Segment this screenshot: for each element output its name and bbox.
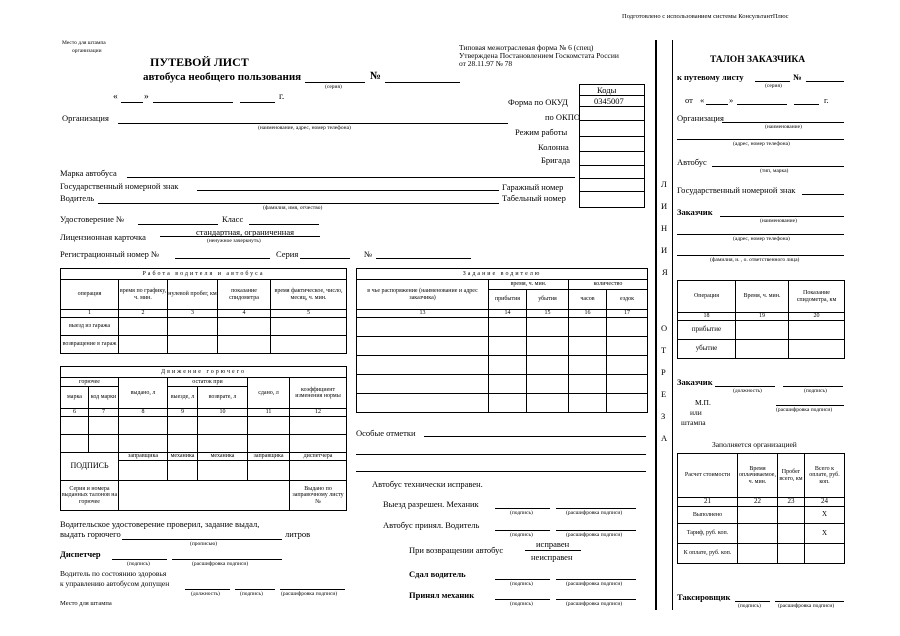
org-label: Организация — [62, 113, 109, 123]
coupon-addr-hint-2: (адрес, номер телефона) — [733, 236, 790, 242]
org-hint: (наименование, адрес, номер телефона) — [258, 125, 351, 131]
tear-line-left — [655, 40, 657, 610]
issued-to-cell: Выдано по заправочному листу № — [290, 481, 347, 511]
tear-char: Н — [661, 223, 668, 233]
work-h-zero-run: нулевой пробег, км — [168, 280, 218, 310]
accepted-label: Автобус принял. Водитель — [383, 520, 480, 530]
quote-open: « — [113, 92, 118, 102]
class-label: Класс — [222, 214, 244, 224]
coupon-addr-hint: (адрес, номер телефона) — [733, 141, 790, 147]
coupon-customer-label: Заказчик — [677, 207, 713, 217]
work-row-exit: выезд из гаража — [61, 318, 119, 336]
reg-no-sign: № — [364, 249, 373, 259]
page-title: ПУТЕВОЙ ЛИСТ — [150, 55, 249, 69]
work-title: Работа водителя и автобуса — [61, 269, 347, 280]
tear-line-right — [672, 40, 673, 610]
coupon-to-pay: К оплате, руб. коп. — [678, 544, 738, 564]
exit-allowed-label: Выезд разрешен. Механик — [383, 499, 479, 509]
coupon-title: ТАЛОН ЗАКАЗЧИКА — [710, 55, 806, 65]
special-marks: Особые отметки — [356, 428, 416, 438]
coupon-bus-label: Автобус — [677, 157, 707, 167]
series-hint: (серия) — [325, 84, 342, 90]
coupon-decode-hint-2: (расшифровка подписи) — [778, 603, 835, 609]
driver-label: Водитель — [60, 193, 95, 203]
coupon-pos-hint: (должность) — [733, 388, 762, 394]
hint-decode-3: (расшифровка подписи) — [566, 581, 623, 587]
work-h-operation: операция — [61, 280, 119, 310]
tear-char: А — [661, 433, 668, 443]
coupon-departure: убытие — [678, 340, 736, 359]
okpo-label: по ОКПО — [545, 112, 581, 122]
coupon-year: г. — [824, 95, 829, 105]
coupon-arrival: прибытие — [678, 321, 736, 340]
form-type: Типовая межотраслевая форма № 6 (спец) — [459, 43, 594, 52]
task-title: Задание водителю — [357, 269, 648, 280]
tear-char: Т — [661, 345, 667, 355]
okud-value: 0345007 — [594, 96, 624, 106]
coupon-sig-hint: (подпись) — [804, 388, 827, 394]
health-label: Водитель по состоянию здоровья — [60, 569, 167, 578]
work-h-actual: время фактическое, число, месяц, ч. мин. — [271, 280, 347, 310]
approved-date: от 28.11.97 № 78 — [459, 59, 513, 68]
coupon-to-sheet: к путевому листу — [677, 72, 744, 82]
coupon-no: № — [793, 72, 802, 82]
coupon-quote-open: « — [700, 95, 705, 105]
coupon-type-hint: (тип, марка) — [760, 168, 789, 174]
stamp-org: организации — [72, 48, 102, 54]
tear-char: Е — [661, 389, 667, 399]
stamp-place: Место для штампа — [62, 40, 106, 46]
hint-decode-4: (расшифровка подписи) — [566, 601, 623, 607]
coupon-taxi-label: Таксировщик — [677, 592, 731, 602]
coupon-name-hint-2: (наименование) — [760, 218, 797, 224]
hint-decode-2: (расшифровка подписи) — [566, 532, 623, 538]
tear-char: О — [661, 323, 668, 333]
coupon-customer2-label: Заказчик — [677, 377, 713, 387]
coupon-name-hint: (наименование) — [765, 124, 802, 130]
dispatcher-label: Диспетчер — [60, 549, 101, 559]
liters-label: литров — [285, 529, 311, 539]
quote-close: » — [144, 92, 149, 102]
coupon-sig-hint-2: (подпись) — [738, 603, 761, 609]
hint-sig-4: (подпись) — [510, 601, 533, 607]
health-label-2: к управлению автобусом допущен — [60, 579, 170, 588]
okud-label: Форма по ОКУД — [508, 97, 568, 107]
ok-label: исправен — [536, 539, 570, 549]
license-label: Удостоверение № — [60, 214, 125, 224]
hint-decode-1: (расшифровка подписи) — [566, 510, 623, 516]
coupon-from: от — [685, 95, 693, 105]
hint-sig-3: (подпись) — [510, 581, 533, 587]
prepared-note: Подготовлено с использованием системы КонсультантПлюс — [622, 13, 789, 20]
tear-char: И — [661, 201, 668, 211]
coupon-plate-label: Государственный номерной знак — [677, 185, 796, 195]
in-words-hint: (прописью) — [190, 541, 218, 547]
fuel-table: Движение горючего горючее выдано, л остаток при сдано, л коэффициент изменения нормы марка код марки выезде, л возврате, л 6 7 8 9 10 11 12 ПОДПИСЬ заправщика механика механика заправщика диспетчера Серия и номера выданных талонов на горючее Выдано по заправочному листу № — [60, 366, 347, 511]
hint-decode-5: (расшифровка подписи) — [192, 561, 249, 567]
series-label: Серия — [276, 249, 299, 259]
tear-char: Р — [661, 367, 666, 377]
coupon-tariff: Тариф, руб. коп. — [678, 524, 738, 544]
coupon-calc-table: Расчет стоимости Время оплачиваемое, ч. мин. Пробег всего, км Всего к оплате, руб. коп. 21 22 23 24 Выполнено X Тариф, руб. коп. X К оплате, руб. коп. — [677, 453, 845, 564]
number-sign: № — [370, 70, 382, 82]
work-h-speedo: показание спидометра — [218, 280, 271, 310]
signature-label: ПОДПИСЬ — [61, 453, 119, 481]
page-subtitle: автобуса необщего пользования — [143, 71, 302, 83]
approved-by: Утверждена Постановлением Госкомстата России — [459, 51, 619, 60]
coupon-fio-hint: (фамилия, и. , о. ответственного лица) — [710, 257, 800, 263]
coupon-series-hint: (серия) — [765, 83, 782, 89]
hint-pos-1: (должность) — [191, 591, 220, 597]
tear-char: Я — [662, 267, 668, 277]
coupon-stamp: штампа — [681, 418, 706, 427]
work-row-return: возвращение в гараж — [61, 336, 119, 354]
coupon-decode-hint: (расшифровка подписи) — [776, 407, 833, 413]
lic-hint: (ненужное зачеркнуть) — [207, 238, 261, 244]
task-table: Задание водителю в чье распоряжение (наименование и адрес заказчика) время, ч. мин. количество прибытия убытия часов ездок 13 14 15 16 17 — [356, 268, 648, 413]
stamp-bottom: Место для штампа — [60, 600, 112, 607]
tab-no-label: Табельный номер — [502, 193, 566, 203]
reg-no-label: Регистрационный номер № — [60, 249, 160, 259]
tear-char: З — [661, 411, 666, 421]
work-mode-label: Режим работы — [515, 127, 568, 137]
hint-sig-2: (подпись) — [510, 532, 533, 538]
tear-char: И — [661, 245, 668, 255]
work-h-schedule: время по графику, ч. мин. — [119, 280, 168, 310]
not-ok-label: неисправен — [531, 552, 573, 562]
column-label: Колонна — [538, 142, 569, 152]
coupon-org-label: Организация — [677, 113, 724, 123]
coupon-done: Выполнено — [678, 507, 738, 524]
coupons-cell: Серия и номера выданных талонов на горючее — [61, 481, 119, 511]
coupon-quote-close: » — [729, 95, 734, 105]
coupon-filled: Заполняется организацией — [712, 440, 797, 449]
codes-header: Коды — [597, 85, 617, 95]
reg-plate-label: Государственный номерной знак — [60, 181, 179, 191]
coupon-or: или — [690, 408, 702, 417]
hint-sig-5: (подпись) — [127, 561, 150, 567]
give-fuel-label: выдать горючего — [60, 529, 121, 539]
tear-char: Л — [661, 179, 667, 189]
year-suffix: г. — [279, 92, 285, 102]
hint-decode-6: (расшифровка подписи) — [281, 591, 338, 597]
lic-card-label: Лицензионная карточка — [60, 232, 146, 242]
bus-ok-label: Автобус технически исправен. — [372, 479, 483, 489]
hint-sig-1: (подпись) — [510, 510, 533, 516]
handed-driver-label: Сдал водитель — [409, 569, 466, 579]
coupon-ops-table: Операция Время, ч. мин. Показание спидометра, км 18 19 20 прибытие убытие — [677, 280, 845, 359]
received-mech-label: Принял механик — [409, 590, 475, 600]
bus-brand-label: Марка автобуса — [60, 168, 117, 178]
coupon-mp: М.П. — [695, 398, 711, 407]
fuel-title: Движение горючего — [61, 367, 347, 378]
on-return-label: При возвращении автобус — [409, 545, 504, 555]
brigade-label: Бригада — [541, 155, 571, 165]
hint-sig-6: (подпись) — [240, 591, 263, 597]
garage-no-label: Гаражный номер — [502, 182, 564, 192]
fio-hint: (фамилия, имя, отчество) — [263, 205, 323, 211]
lic-card-value: стандартная, ограниченная — [196, 227, 295, 237]
work-table: Работа водителя и автобуса операция время по графику, ч. мин. нулевой пробег, км показание спидометра время фактическое, число, месяц, ч. мин. 1 2 3 4 5 выезд из гаража возвращение в гараж — [60, 268, 347, 354]
checked-label: Водительское удостоверение проверил, задание выдал, — [60, 519, 260, 529]
